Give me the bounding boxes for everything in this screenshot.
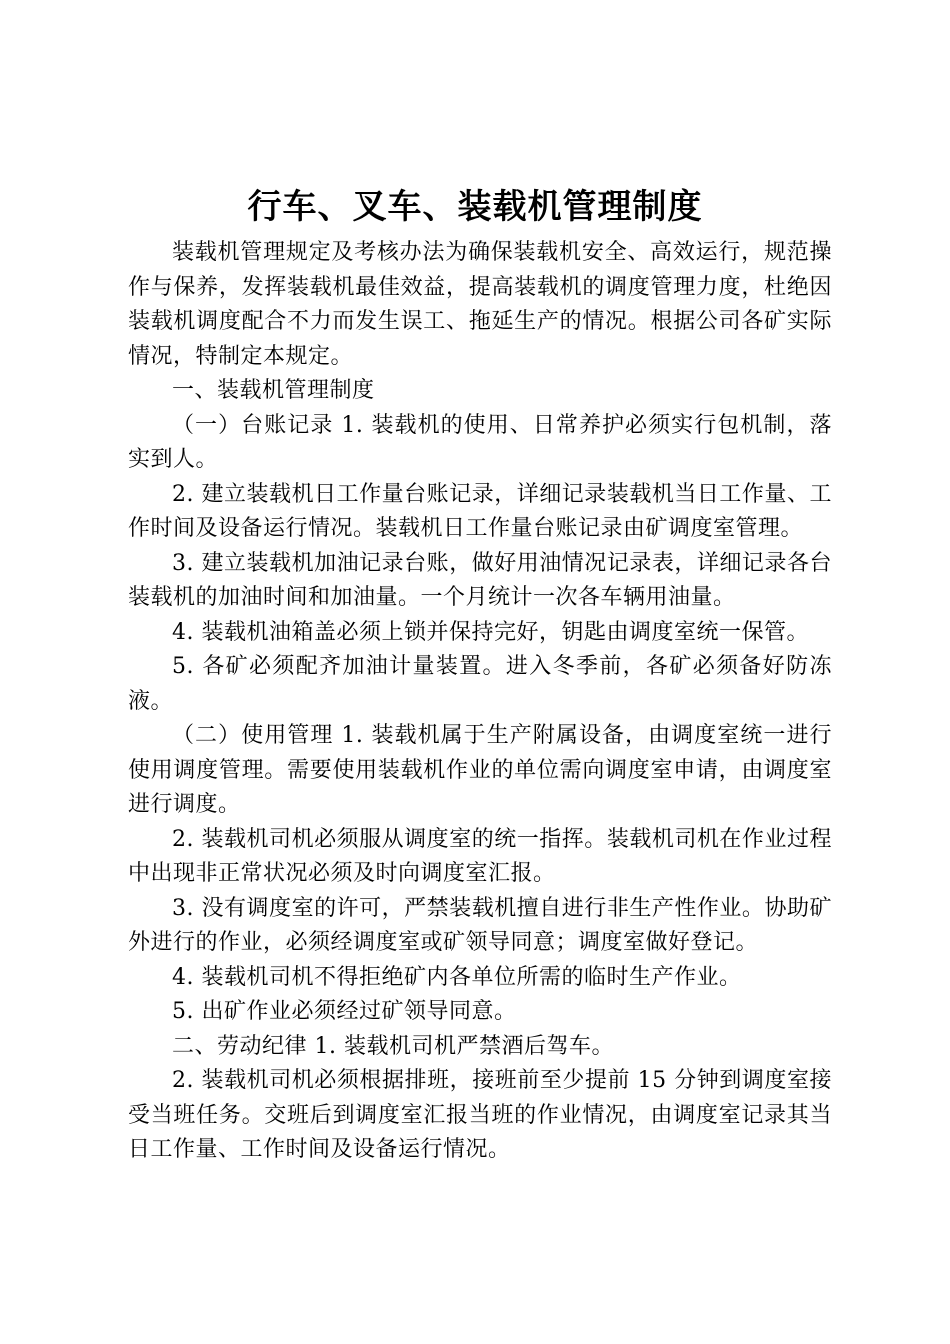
paragraph-ledger-4: 4. 装载机油箱盖必须上锁并保持完好，钥匙由调度室统一保管。 — [172, 619, 809, 645]
paragraph-ledger-2: 2. 建立装载机日工作量台账记录，详细记录装载机当日工作量、工作时间及设备运行情况。装载机日工作量台账记录由矿调度室管理。 — [128, 481, 832, 541]
paragraph-ledger-5: 5. 各矿必须配齐加油计量装置。进入冬季前，各矿必须备好防冻液。 — [128, 654, 832, 714]
document-title: 行车、叉车、装载机管理制度 — [247, 187, 703, 227]
paragraph-usage-5: 5. 出矿作业必须经过矿领导同意。 — [172, 999, 517, 1024]
paragraph-usage-4: 4. 装载机司机不得拒绝矿内各单位所需的临时生产作业。 — [172, 964, 742, 990]
paragraph-usage-2: 2. 装载机司机必须服从调度室的统一指挥。装载机司机在作业过程中出现非正常状况必须及时向调度室汇报。 — [128, 826, 832, 886]
paragraph-usage-3: 3. 没有调度室的许可，严禁装载机擅自进行非生产性作业。协助矿外进行的作业，必须经调度室或矿领导同意；调度室做好登记。 — [128, 895, 832, 955]
section-heading-1: 一、装载机管理制度 — [172, 378, 375, 403]
paragraph-ledger-3: 3. 建立装载机加油记录台账，做好用油情况记录表，详细记录各台装载机的加油时间和加油量。一个月统计一次各车辆用油量。 — [128, 550, 832, 610]
paragraph-usage-1: （二）使用管理 1. 装载机属于生产附属设备，由调度室统一进行使用调度管理。需要使用装载机作业的单位需向调度室申请，由调度室进行调度。 — [128, 723, 832, 817]
paragraph-discipline-1: 二、劳动纪律 1. 装载机司机严禁酒后驾车。 — [172, 1033, 614, 1059]
document-body — [128, 236, 832, 1168]
paragraph-ledger-1: （一）台账记录 1. 装载机的使用、日常养护必须实行包机制，落实到人。 — [128, 412, 832, 472]
paragraph-intro: 装载机管理规定及考核办法为确保装载机安全、高效运行，规范操作与保养，发挥装载机最佳效益，提高装载机的调度管理力度，杜绝因装载机调度配合不力而发生误工、拖延生产的情况。根据公司各矿实际情况，特制定本规定。 — [128, 240, 832, 369]
paragraph-discipline-2: 2. 装载机司机必须根据排班，接班前至少提前 15 分钟到调度室接受当班任务。交班后到调度室汇报当班的作业情况，由调度室记录其当日工作量、工作时间及设备运行情况。 — [128, 1068, 832, 1162]
